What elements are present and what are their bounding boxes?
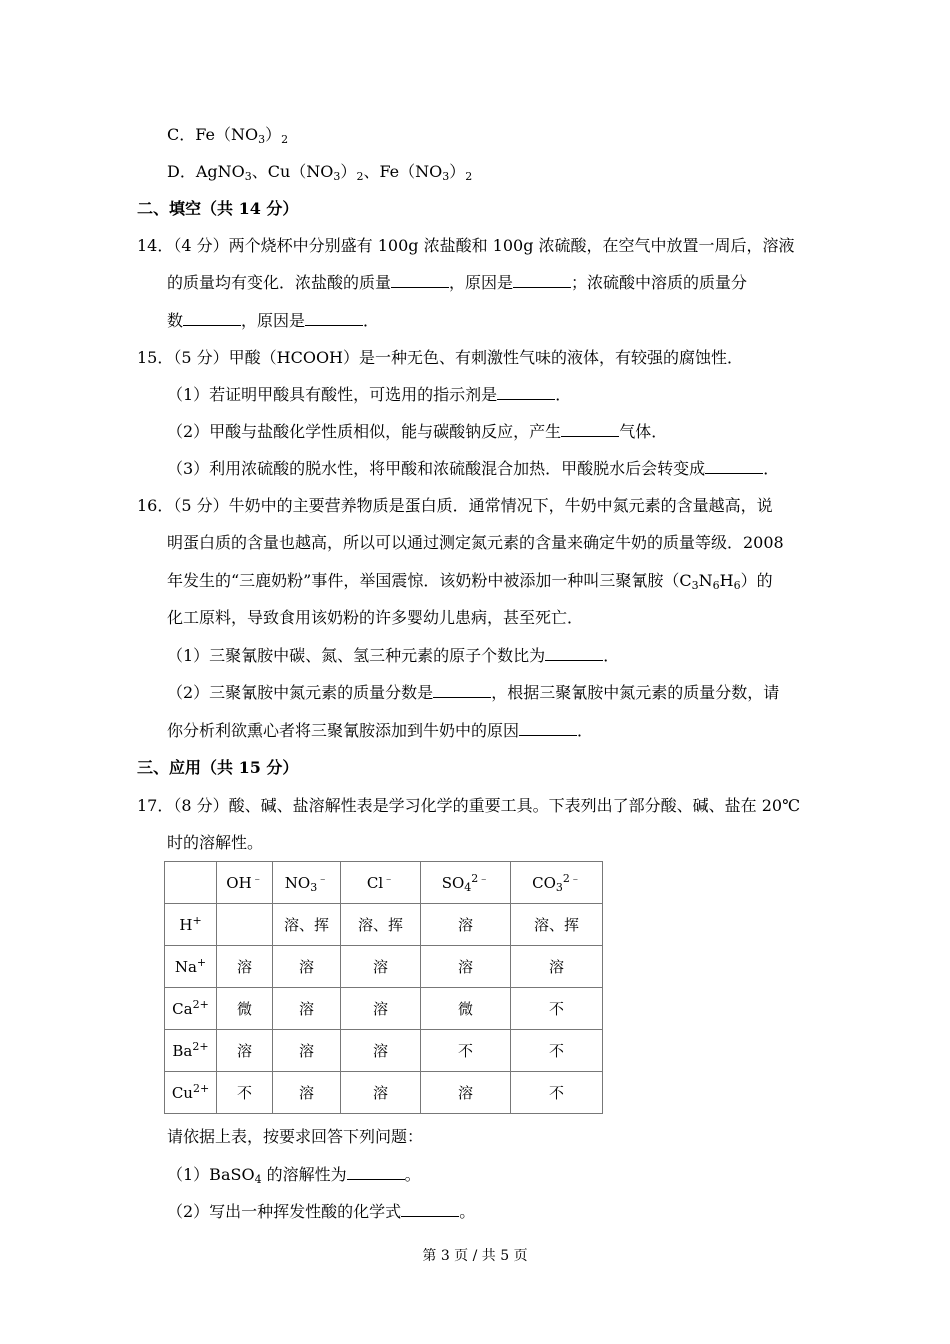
table-row-ion: $Ca^{2+}$: [165, 988, 217, 1030]
section-2-title: 二、填空（共 14 分）: [137, 199, 299, 218]
answer-blank: [513, 273, 571, 288]
table-cell: 溶: [341, 946, 421, 988]
table-cell: 不: [511, 988, 603, 1030]
table-cell: 溶: [273, 988, 341, 1030]
table-cell: [217, 904, 273, 946]
table-row-ion: Na+: [165, 946, 217, 988]
table-header-row: [165, 862, 603, 904]
q15-part2: （2）甲酸与盐酸化学性质相似，能与碳酸钠反应，产生 气体．: [167, 422, 668, 441]
table-header-cell: Cl﹣: [341, 862, 421, 904]
answer-blank: [545, 646, 603, 661]
q17-line1: 17．（8 分）酸、碱、盐溶解性表是学习化学的重要工具。下表列出了部分酸、碱、盐在 20℃: [137, 796, 800, 815]
table-cell: 不: [511, 1030, 603, 1072]
table-header-cell: OH﹣: [217, 862, 273, 904]
table-cell: 溶: [341, 1072, 421, 1114]
table-cell: 不: [511, 1072, 603, 1114]
table-row-ion: $Ba^{2+}$: [165, 1030, 217, 1072]
table-row: [165, 946, 603, 988]
table-row-ion: H+: [165, 904, 217, 946]
table-header-cell: $CO_3^{2﹣}$: [511, 862, 603, 904]
table-cell: 溶: [217, 946, 273, 988]
option-d: D．AgNO$_3$、$Cu(NO_3)_2$、$Fe(NO_3)_2$: [167, 162, 473, 183]
q16-line2: 明蛋白质的含量也越高，所以可以通过测定氮元素的含量来确定牛奶的质量等级．2008: [167, 533, 784, 552]
answer-blank: [305, 311, 363, 326]
table-cell: 溶: [273, 1072, 341, 1114]
table-cell: 不: [217, 1072, 273, 1114]
table-row-ion: $Cu^{2+}$: [165, 1072, 217, 1114]
q16-line4: 化工原料，导致食用该奶粉的许多婴幼儿患病，甚至死亡．: [167, 608, 584, 627]
table-row: [165, 1072, 603, 1114]
table-cell: 溶: [421, 1072, 511, 1114]
table-row: [165, 904, 603, 946]
table-cell: 微: [217, 988, 273, 1030]
table-cell: 不: [421, 1030, 511, 1072]
answer-blank: [497, 385, 555, 400]
q16-part2: （2）三聚氰胺中氮元素的质量分数是 ，根据三聚氰胺中氮元素的质量分数，请: [167, 683, 780, 702]
q14-line2: 的质量均有变化．浓盐酸的质量 ，原因是 ；浓硫酸中溶质的质量分: [167, 273, 748, 292]
section-3-title: 三、应用（共 15 分）: [137, 758, 299, 777]
table-header-cell: $SO_4^{2﹣}$: [421, 862, 511, 904]
answer-blank: [519, 721, 577, 736]
table-cell: 溶: [421, 946, 511, 988]
q17-part2: （2）写出一种挥发性酸的化学式 。: [167, 1202, 476, 1221]
answer-blank: [433, 683, 491, 698]
table-cell: 溶、挥: [341, 904, 421, 946]
answer-blank: [391, 273, 449, 288]
q17-line2: 时的溶解性。: [167, 833, 264, 852]
table-cell: 溶: [341, 1030, 421, 1072]
table-cell: 溶: [273, 946, 341, 988]
q17-part1: （1）BaSO$_4$ 的溶解性为 。: [167, 1165, 421, 1186]
answer-blank: [705, 459, 763, 474]
q15-part1: （1）若证明甲酸具有酸性，可选用的指示剂是 ．: [167, 385, 572, 404]
table-row: [165, 1030, 603, 1072]
table-row: [165, 988, 603, 1030]
solubility-table: [164, 861, 603, 1114]
answer-blank: [183, 311, 241, 326]
answer-blank: [561, 422, 619, 437]
q16-line3: 年发生的“三鹿奶粉”事件，举国震惊．该奶粉中被添加一种叫三聚氰胺$(C_3N_6H_6)$的: [167, 571, 773, 592]
table-cell: 溶: [511, 946, 603, 988]
option-c: C．$Fe(NO_3)_2$: [167, 125, 289, 146]
q16-part1: （1）三聚氰胺中碳、氮、氢三种元素的原子个数比为 ．: [167, 646, 620, 665]
page-footer: 第 3 页 / 共 5 页: [422, 1248, 528, 1264]
table-cell: 溶: [421, 904, 511, 946]
q14-line1: 14．（4 分）两个烧杯中分别盛有 100g 浓盐酸和 100g 浓硫酸，在空气中放置一周后，溶液: [137, 236, 795, 255]
q16-line1: 16．（5 分）牛奶中的主要营养物质是蛋白质．通常情况下，牛奶中氮元素的含量越高，说: [137, 496, 773, 515]
q15-part3: （3）利用浓硫酸的脱水性，将甲酸和浓硫酸混合加热．甲酸脱水后会转变成 ．: [167, 459, 780, 478]
table-cell: 溶: [273, 1030, 341, 1072]
table-header-cell: $NO_3^﹣$: [273, 862, 341, 904]
table-cell: 溶: [341, 988, 421, 1030]
q16-part3: 你分析利欲熏心者将三聚氰胺添加到牛奶中的原因 ．: [167, 721, 594, 740]
q15-line1: 15．（5 分）甲酸（HCOOH）是一种无色、有刺激性气味的液体，有较强的腐蚀性．: [137, 348, 744, 367]
q14-line3: 数 ，原因是 ．: [167, 311, 380, 330]
answer-blank: [401, 1202, 459, 1217]
table-cell: 微: [421, 988, 511, 1030]
answer-blank: [347, 1165, 405, 1180]
table-corner-cell: [165, 862, 217, 904]
table-cell: 溶、挥: [273, 904, 341, 946]
table-cell: 溶、挥: [511, 904, 603, 946]
q17-instruction: 请依据上表，按要求回答下列问题：: [167, 1127, 424, 1146]
table-cell: 溶: [217, 1030, 273, 1072]
